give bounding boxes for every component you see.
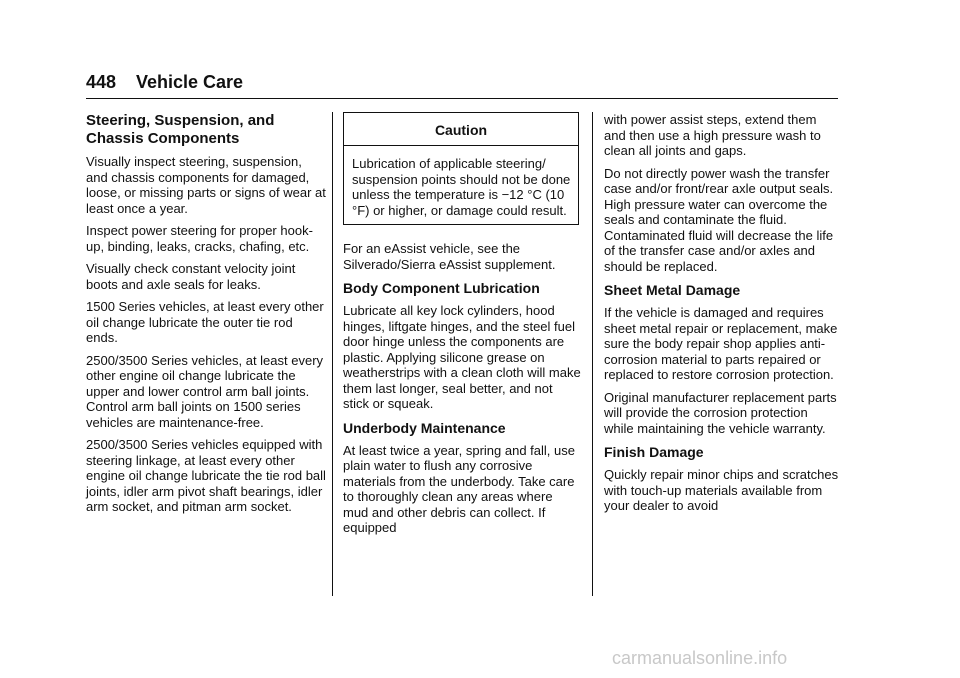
- paragraph: Visually inspect steering, suspension, and chassis components for damaged, loose, or missing parts or signs of wear at least once a year.: [86, 154, 326, 216]
- heading-finish-damage: Finish Damage: [604, 444, 704, 460]
- column-3: [604, 112, 840, 521]
- heading-body-component-lubrication: Body Component Lubrication: [343, 280, 540, 296]
- paragraph: Lubricate all key lock cylinders, hood hinges, liftgate hinges, and the steel fuel door hinge unless the components are plastic. Applying silicone grease on weatherstrips with a clean cloth will make them last longer, seal better, and not stick or squeak.: [343, 303, 581, 411]
- paragraph: If the vehicle is damaged and requires sheet metal repair or replacement, make sure the body repair shop applies anti-corrosion material to parts repaired or replaced to restore corrosion protection.: [604, 305, 838, 382]
- paragraph: 1500 Series vehicles, at least every other oil change lubricate the outer tie rod ends.: [86, 299, 324, 345]
- caution-text: Lubrication of applicable steering/ suspension points should not be done unless the temperature is −12 °C (10 °F) or higher, or damage could result.: [352, 156, 571, 218]
- paragraph: 2500/3500 Series vehicles, at least every other engine oil change lubricate the upper and lower control arm ball joints. Control arm ball joints on 1500 series vehicles are maintenance-free.: [86, 352, 324, 430]
- page-number: 448: [86, 72, 117, 92]
- caution-title: Caution: [344, 113, 578, 146]
- paragraph: For an eAssist vehicle, see the Silverado/Sierra eAssist supplement.: [343, 241, 556, 272]
- heading-underbody-maintenance: Underbody Maintenance: [343, 419, 506, 436]
- paragraph: Inspect power steering for proper hook-up, binding, leaks, cracks, chafing, etc.: [86, 223, 313, 254]
- section-title: Vehicle Care: [136, 72, 244, 92]
- heading-steering-suspension: Steering, Suspension, and Chassis Components: [86, 112, 275, 147]
- column-divider-1: [332, 112, 333, 596]
- page-header: [86, 72, 838, 102]
- watermark-text: carmanualsonline.info: [612, 648, 788, 668]
- paragraph: with power assist steps, extend them and then use a high pressure wash to clean all joints and gaps.: [604, 112, 821, 158]
- paragraph: 2500/3500 Series vehicles equipped with steering linkage, at least every other engine oil change lubricate the tie rod ball joints, idler arm pivot shaft bearings, idler arm socket, and pitman arm socket.: [86, 437, 326, 514]
- column-2: [343, 112, 581, 543]
- paragraph: Do not directly power wash the transfer case and/or front/rear axle output seals. High pressure water can overcome the seals and contaminate the fluid. Contaminated fluid will decrease the life of the transfer case and/or axles and should be replaced.: [604, 165, 834, 274]
- column-divider-2: [592, 112, 593, 596]
- column-1: [86, 112, 326, 522]
- paragraph: At least twice a year, spring and fall, use plain water to flush any corrosive materials from the underbody. Take care to thoroughly clean any areas where mud and other debris can collect. If equipped: [343, 442, 575, 535]
- paragraph: Visually check constant velocity joint boots and axle seals for leaks.: [86, 261, 296, 292]
- header-rule: [86, 98, 838, 99]
- paragraph: Quickly repair minor chips and scratches with touch-up materials available from your dealer to avoid: [604, 467, 839, 513]
- caution-box: [343, 112, 579, 225]
- paragraph: Original manufacturer replacement parts will provide the corrosion protection while maintaining the vehicle warranty.: [604, 389, 837, 436]
- heading-sheet-metal-damage: Sheet Metal Damage: [604, 282, 741, 298]
